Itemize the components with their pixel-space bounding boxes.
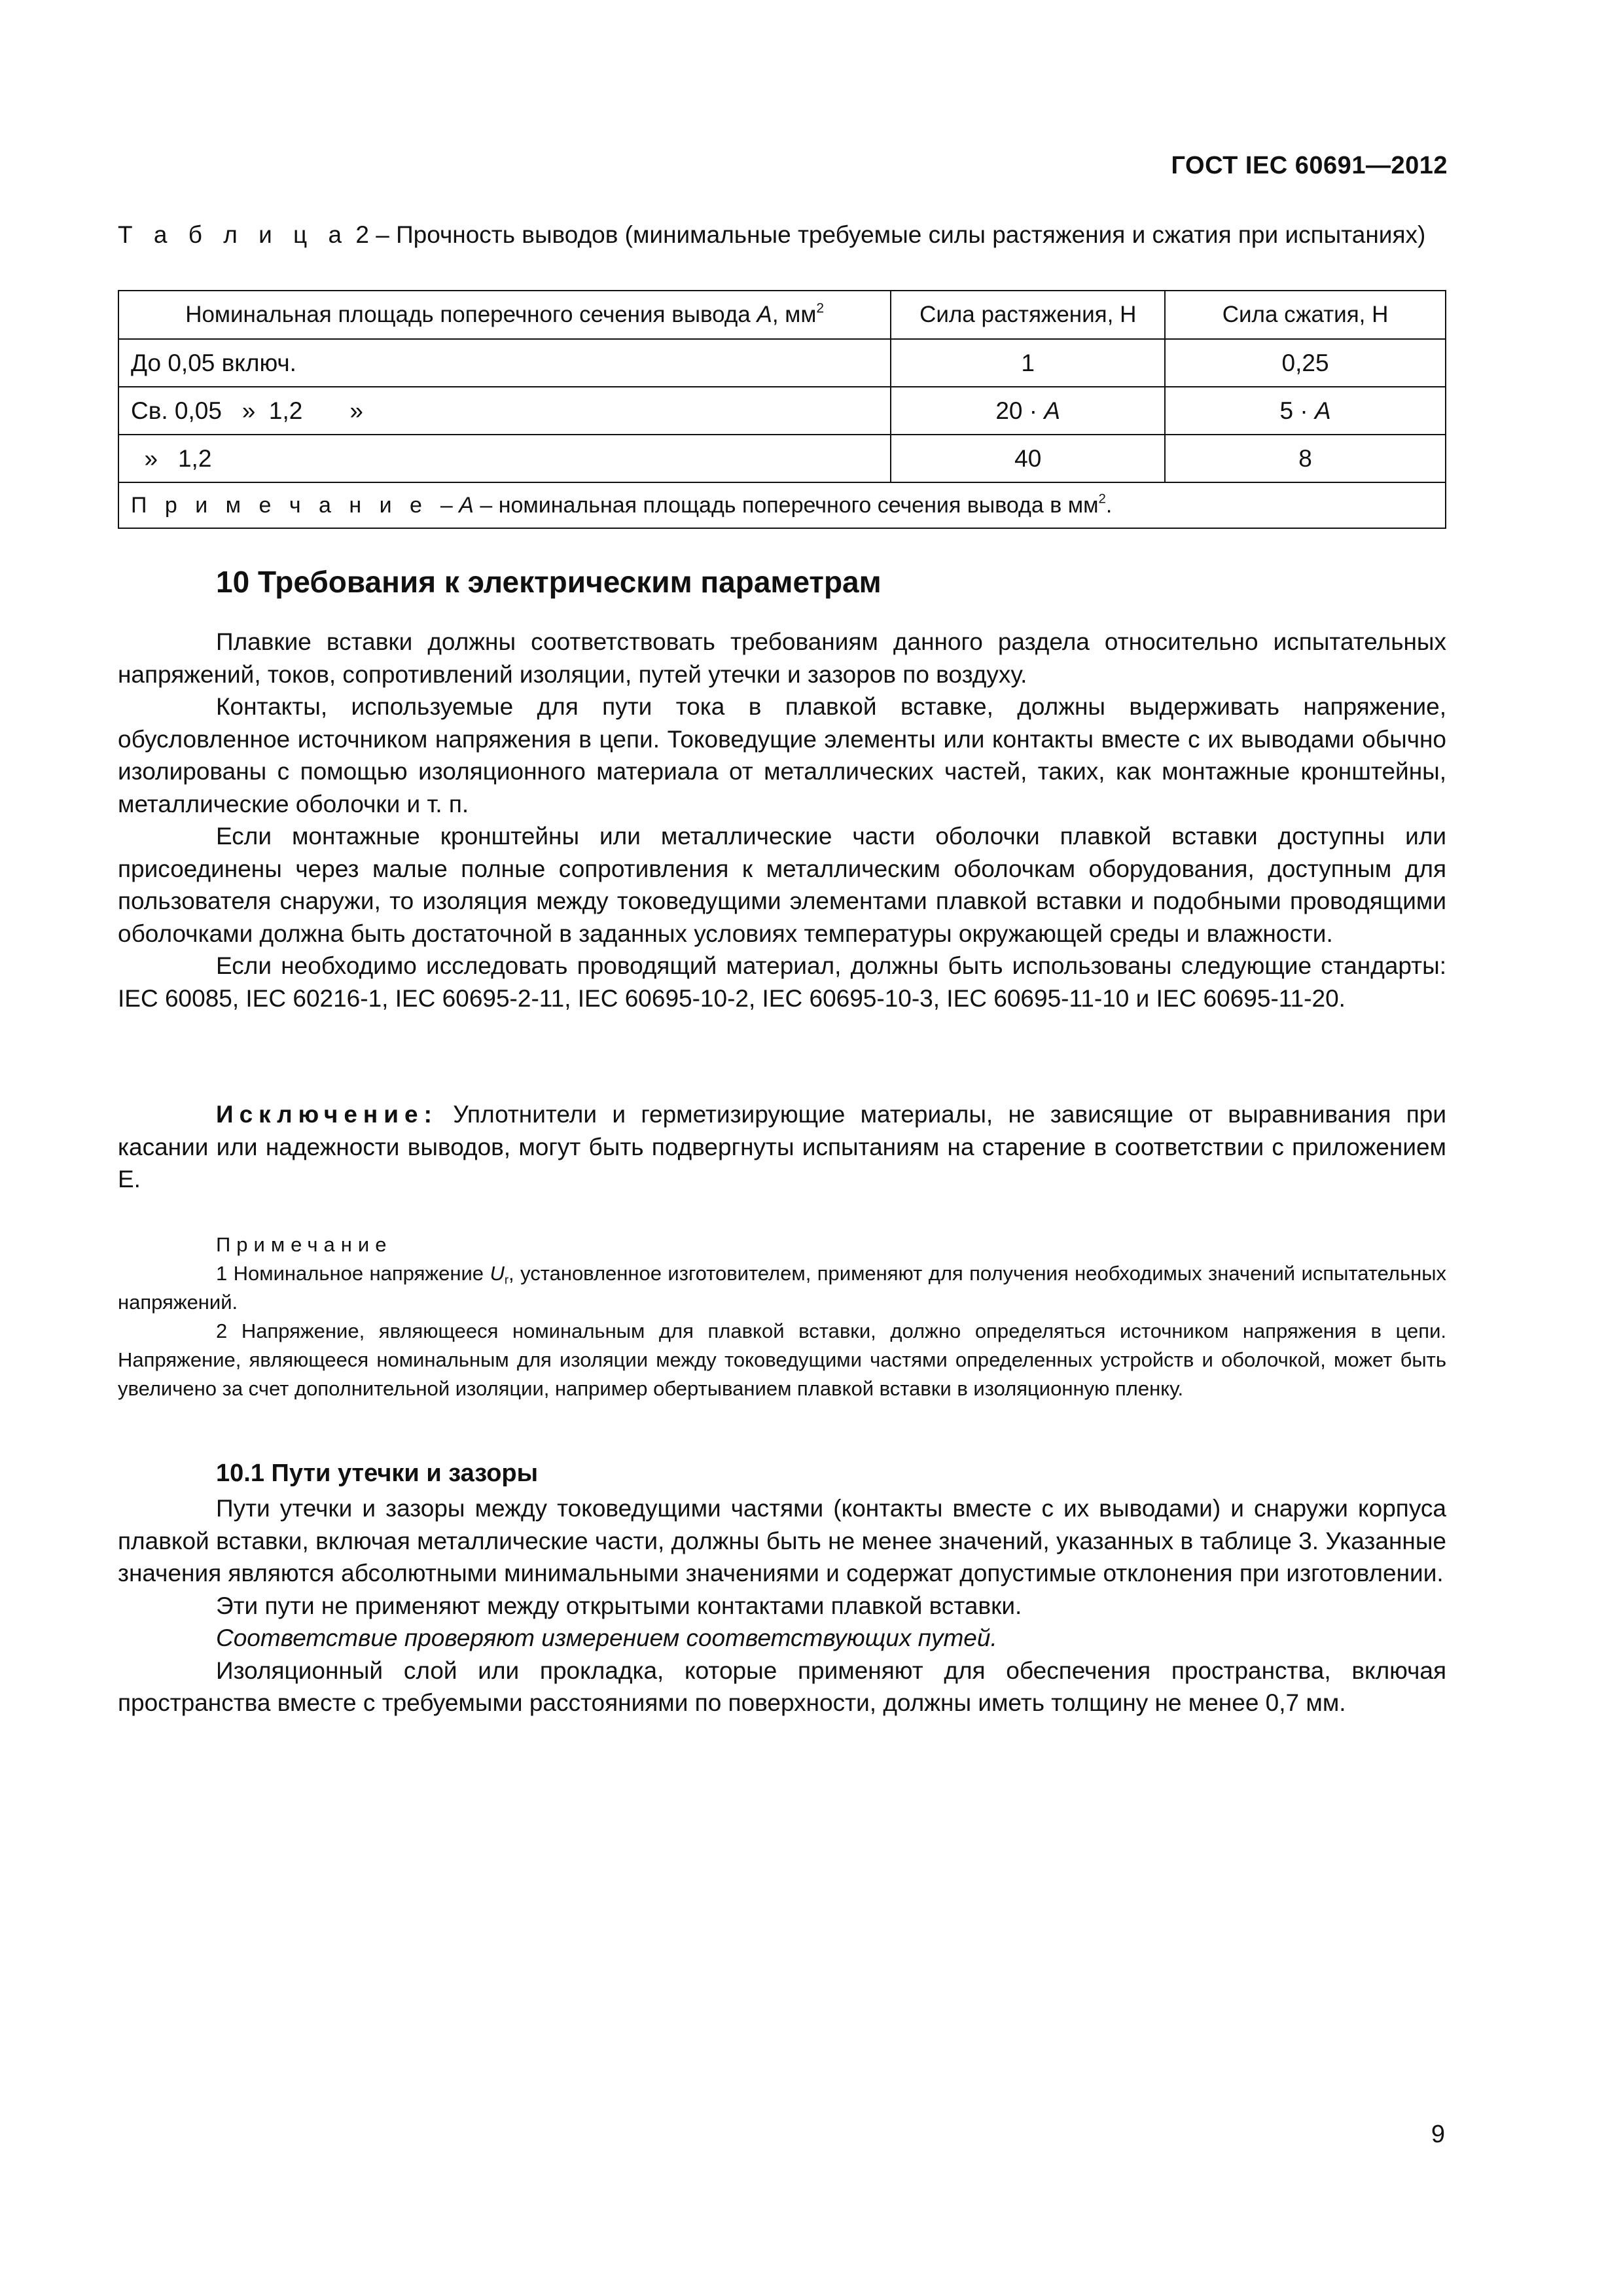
cell-tension: 1 (891, 339, 1165, 387)
paragraph-italic: Соответствие проверяют измерением соответствующих путей. (216, 1624, 997, 1651)
cell-area (118, 435, 891, 482)
note-1-sub: r (504, 1272, 509, 1287)
exception-paragraph (118, 1098, 1446, 1196)
table-caption-text: 2 – Прочность выводов (минимальные требуемые силы растяжения и сжатия при испытаниях) (349, 221, 1426, 248)
cell-compression: 8 (1165, 435, 1446, 482)
table-note-end: . (1105, 492, 1113, 518)
header-cross-section (118, 291, 891, 339)
table-note (118, 482, 1446, 528)
table-note-text: – номинальная площадь поперечного сечения вывода в мм (473, 492, 1099, 518)
cell-compression-var: А (1314, 397, 1331, 424)
cell-compression-text: 5 · (1279, 397, 1315, 424)
section-10-1-body (118, 1492, 1446, 1719)
paragraph: Изоляционный слой или прокладка, которые применяют для обеспечения пространства, включая пространства вместе с требуемыми расстояниями по поверхности, должны иметь толщину не менее 0,7 мм. (118, 1657, 1446, 1716)
header-cross-section-var: А (757, 302, 772, 327)
header-cross-section-unit: , мм (772, 302, 817, 327)
cell-tension (891, 387, 1165, 435)
cell-tension: 40 (891, 435, 1165, 482)
exception-text: Уплотнители и герметизирующие материалы, не зависящие от выравнивания при касании или надежности выводов, могут быть подвергнуты испытаниям на старение в соответствии с приложением Е. (118, 1101, 1446, 1193)
header-compression: Сила сжатия, Н (1165, 291, 1446, 339)
note-2: 2 Напряжение, являющееся номинальным для плавкой вставки, должно определяться источником напряжения в цепи. Напряжение, являющееся номинальным для изоляции между токоведущими частями определенных устройств и оболочкой, может быть увеличено за счет дополнительной изоляции, например обертыванием плавкой вставки в изоляционную пленку. (118, 1319, 1446, 1400)
paragraph: Эти пути не применяют между открытыми контактами плавкой вставки. (216, 1592, 1022, 1619)
table-note-row (118, 482, 1446, 528)
table-note-dash: – (427, 492, 459, 518)
cell-compression (1165, 387, 1446, 435)
standard-header: ГОСТ IEC 60691—2012 (1171, 152, 1448, 179)
paragraph: Контакты, используемые для пути тока в плавкой вставке, должны выдерживать напряжение, обусловленное источником напряжения в цепи. Токоведущие элементы или контакты вместе с их выводами обычно изолированы с помощью изоляционного материала от металлических частей, таких, как монтажные кронштейны, металлические оболочки и т. п. (118, 693, 1446, 817)
table-row (118, 435, 1446, 482)
header-cross-section-text: Номинальная площадь поперечного сечения вывода (185, 302, 757, 327)
section-10-body (118, 626, 1446, 1014)
notes-heading: Примечание (216, 1233, 393, 1256)
cell-area-text: » 1,2 (131, 444, 212, 472)
strength-table (118, 290, 1446, 529)
paragraph: Пути утечки и зазоры между токоведущими частями (контакты вместе с их выводами) и снаружи корпуса плавкой вставки, включая металлические части, должны быть не менее значений, указанных в таблице 3. Указанные значения являются абсолютными минимальными значениями и содержат допустимые отклонения при изготовлении. (118, 1495, 1446, 1587)
paragraph: Если монтажные кронштейны или металлические части оболочки плавкой вставки доступны или присоединены через малые полные сопротивления к металлическим оболочкам оборудования, доступным для пользователя снаружи, то изоляция между токоведущими элементами плавкой вставки и подобными проводящими оболочками должна быть достаточной в заданных условиях температуры окружающей среды и влажности. (118, 823, 1446, 947)
note-1 (118, 1259, 1446, 1317)
section-10-title: 10 Требования к электрическим параметрам (216, 565, 882, 599)
exception-label: Исключение: (216, 1101, 438, 1128)
paragraph: Если необходимо исследовать проводящий материал, должны быть использованы следующие стандарты: IEC 60085, IEC 60216-1, IEC 60695-2-11, IEC 60695-10-2, IEC 60695-10-3, IEC 60695-11-10 и IEC 60695-11-20. (118, 952, 1446, 1012)
section-10-notes (118, 1230, 1446, 1403)
cell-area (118, 387, 891, 435)
table-header-row (118, 291, 1446, 339)
table-note-label: П р и м е ч а н и е (131, 492, 428, 518)
page-number: 9 (1431, 2121, 1445, 2148)
section-10-1-title: 10.1 Пути утечки и зазоры (216, 1460, 539, 1487)
table-row (118, 339, 1446, 387)
header-tension: Сила растяжения, Н (891, 291, 1165, 339)
table-note-sup: 2 (1098, 492, 1106, 507)
cell-area-text: Св. 0,05 » 1,2 » (131, 397, 363, 424)
table-caption (118, 219, 1446, 251)
cell-tension-text: 20 · (995, 397, 1044, 424)
table-row (118, 387, 1446, 435)
note-1-var: U (490, 1262, 505, 1285)
note-1-start: 1 Номинальное напряжение (216, 1262, 490, 1285)
cell-area: До 0,05 включ. (118, 339, 891, 387)
paragraph: Плавкие вставки должны соответствовать требованиям данного раздела относительно испытательных напряжений, токов, сопротивлений изоляции, путей утечки и зазоров по воздуху. (118, 628, 1446, 688)
cell-tension-var: А (1044, 397, 1061, 424)
header-cross-section-sup: 2 (816, 300, 825, 316)
table-caption-label: Т а б л и ц а (118, 221, 349, 248)
table-note-var: А (459, 492, 474, 518)
note-1-end: , установленное изготовителем, применяют для получения необходимых значений испытательных напряжений. (118, 1262, 1446, 1314)
cell-compression: 0,25 (1165, 339, 1446, 387)
